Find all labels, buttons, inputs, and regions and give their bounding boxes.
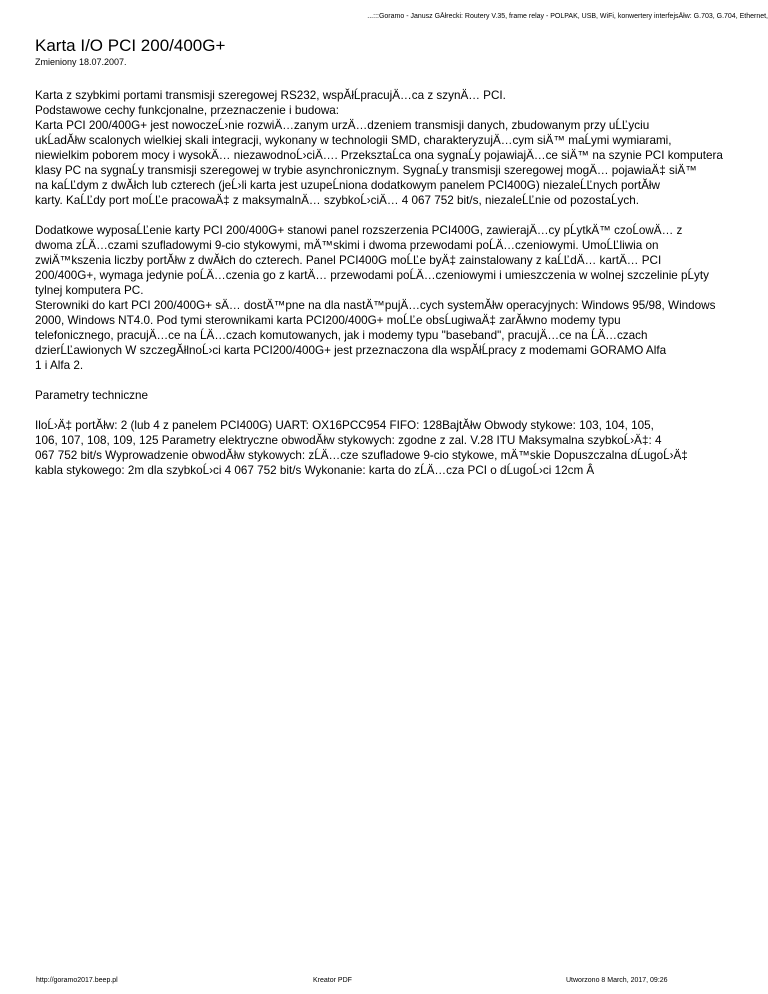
- modified-date: Zmieniony 18.07.2007.: [35, 57, 127, 67]
- extras-paragraph: [35, 223, 768, 373]
- text-line: ukĹadĂłw scalonych wielkiej skali integracji, wykonany w technologii SMD, charakteryzujÄ…cym siÄ™ maĹymi wymiarami,: [35, 134, 672, 147]
- text-line: 2000, Windows NT4.0. Pod tymi sterownikami karta PCI200/400G+ moĹĽe obsĹugiwaÄ‡ zarĂłwno modemy typu: [35, 314, 621, 327]
- text-line: 106, 107, 108, 109, 125 Parametry elektryczne obwodĂłw stykowych: zgodne z zal. V.28 ITU Maksymalna szybkoĹ›Ä‡: 4: [35, 434, 662, 447]
- article-body: [35, 88, 768, 478]
- footer-generator: Kreator PDF: [313, 977, 352, 984]
- text-line: dwoma zĹÄ…czami szufladowymi 9-cio stykowymi, mÄ™skimi i dwoma przewodami poĹÄ…czeniowymi. UmoĹĽliwia on: [35, 239, 659, 252]
- text-line: dzierĹĽawionych W szczegĂłlnoĹ›ci karta PCI200/400G+ jest przeznaczona dla wspĂłĹpracy z modemami GORAMO Alfa: [35, 344, 667, 357]
- specs-paragraph: [35, 418, 768, 478]
- breadcrumb-text: ...:::Goramo - Janusz GĂłrecki: Routery V.35, frame relay - POLPAK, USB, WiFi, konwertery interfejsĂłw: G.703, G.704, Ethernet,: [367, 13, 768, 20]
- text-line: telefonicznego, pracujÄ…ce na ĹÄ…czach komutowanych, jak i modemy typu "baseband", pracujÄ…ce na ĹÄ…czach: [35, 329, 648, 342]
- text-line: IloĹ›Ä‡ portĂłw: 2 (lub 4 z panelem PCI400G) UART: OX16PCC954 FIFO: 128BajtĂłw Obwody stykowe: 103, 104, 105,: [35, 419, 654, 432]
- text-line: Podstawowe cechy funkcjonalne, przeznaczenie i budowa:: [35, 104, 340, 117]
- text-line: Dodatkowe wyposaĹĽenie karty PCI 200/400G+ stanowi panel rozszerzenia PCI400G, zawierajÄ…cy pĹytkÄ™ czoĹowÄ… z: [35, 224, 683, 237]
- text-line: karty. KaĹĽdy port moĹĽe pracowaÄ‡ z maksymalnÄ… szybkoĹ›ciÄ… 4 067 752 bit/s, niezaleĹĽnie od pozostaĹych.: [35, 194, 639, 207]
- intro-paragraph: [35, 88, 768, 208]
- text-line: kabla stykowego: 2m dla szybkoĹ›ci 4 067 752 bit/s Wykonanie: karta do zĹÄ…cza PCI o dĹugoĹ›ci 12cm Â: [35, 464, 595, 477]
- text-line: tylnej komputera PC.: [35, 284, 144, 297]
- text-line: Karta z szybkimi portami transmisji szeregowej RS232, wspĂłĹpracujÄ…ca z szynÄ… PCI.: [35, 89, 506, 102]
- text-line: Sterowniki do kart PCI 200/400G+ sÄ… dostÄ™pne na dla nastÄ™pujÄ…cych systemĂłw operacyjnych: Windows 95/98, Windows: [35, 299, 716, 312]
- footer-url: http://goramo2017.beep.pl: [36, 977, 118, 984]
- section-heading: Parametry techniczne: [35, 389, 149, 402]
- text-line: Karta PCI 200/400G+ jest nowoczeĹ›nie rozwiÄ…zanym urzÄ…dzeniem transmisji danych, zbudowanym przy uĹĽyciu: [35, 119, 650, 132]
- page-title: Karta I/O PCI 200/400G+: [35, 36, 226, 55]
- text-line: klasy PC na sygnaĹy transmisji szeregowej w trybie asynchronicznym. SygnaĹy transmisji szeregowej mogÄ… pojawiaÄ‡ siÄ™: [35, 164, 697, 177]
- text-line: 1 i Alfa 2.: [35, 359, 84, 372]
- text-line: niewielkim poborem mocy i wysokÄ… niezawodnoĹ›ciÄ…. PrzeksztaĹca ona sygnaĹy pojawiajÄ…ce siÄ™ na szynie PCI komputera: [35, 149, 723, 162]
- text-line: na kaĹĽdym z dwĂłch lub czterech (jeĹ›li karta jest uzupeĹniona dodatkowym panelem PCI400G) niezaleĹĽnych portĂłw: [35, 179, 660, 192]
- page-footer: [0, 976, 768, 986]
- page-header-breadcrumb: [0, 12, 768, 21]
- text-line: 200/400G+, wymaga jedynie poĹÄ…czenia go z kartÄ… przewodami poĹÄ…czeniowymi i umieszczenia w wolnej szczelinie pĹyty: [35, 269, 709, 282]
- text-line: 067 752 bit/s Wyprowadzenie obwodĂłw stykowych: zĹÄ…cze szufladowe 9-cio stykowe, mÄ™skie Dopuszczalna dĹugoĹ›Ä‡: [35, 449, 688, 462]
- text-line: zwiÄ™kszenia liczby portĂłw z dwĂłch do czterech. Panel PCI400G moĹĽe byÄ‡ zainstalowany z kaĹĽdÄ… kartÄ… PCI: [35, 254, 662, 267]
- footer-created-date: Utworzono 8 March, 2017, 09:26: [566, 977, 668, 984]
